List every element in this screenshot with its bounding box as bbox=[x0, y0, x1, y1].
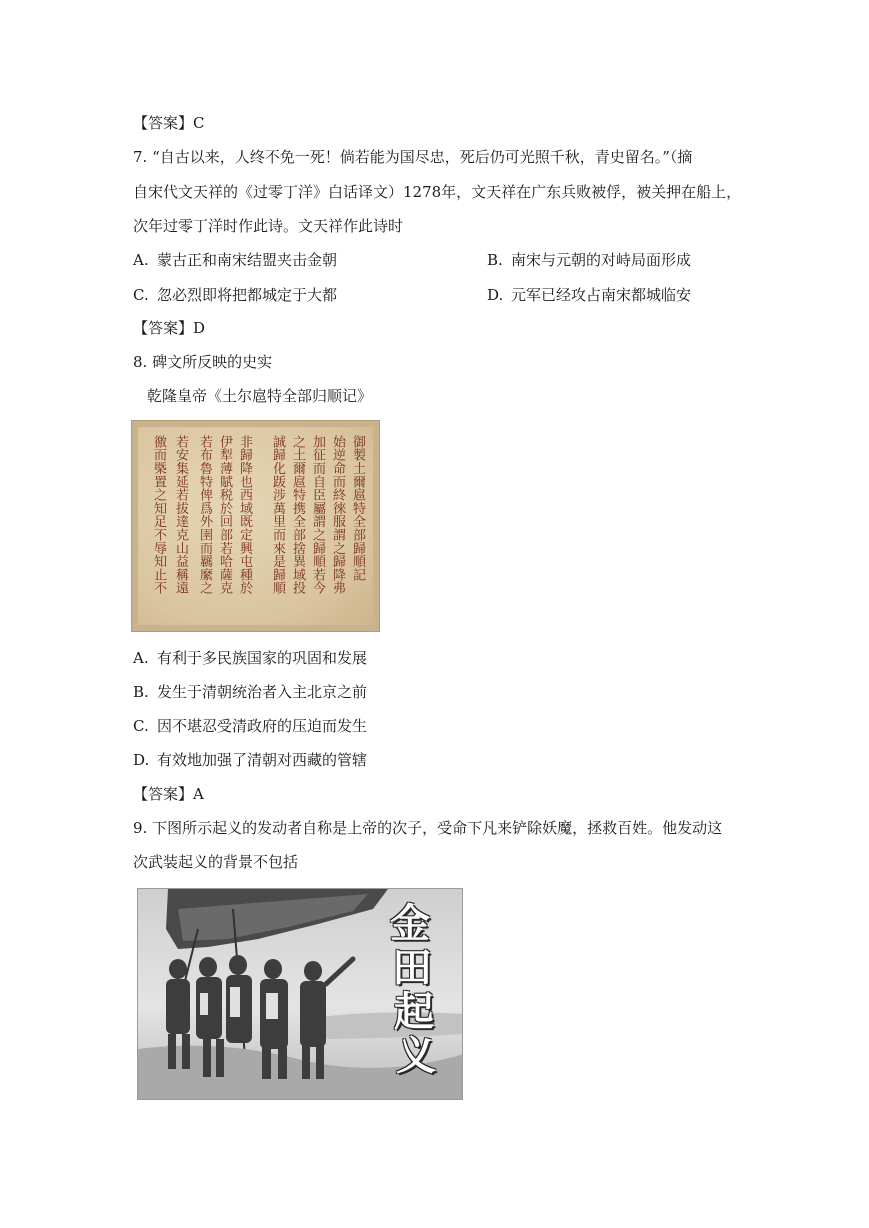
image-title-char: 金 bbox=[390, 900, 430, 947]
option-letter: D. bbox=[133, 751, 150, 769]
question-7-line-3: 次年过零丁洋时作此诗。文天祥作此诗时 bbox=[133, 217, 404, 235]
stele-rubbing-image bbox=[131, 420, 380, 632]
stele-caption: 乾隆皇帝《土尔扈特全部归顺记》 bbox=[147, 387, 373, 405]
option-b bbox=[133, 682, 367, 702]
image-title-char: 田 bbox=[392, 944, 432, 991]
stele-column: 徼而槩置之知足不辱知止不 bbox=[151, 435, 166, 595]
jintian-uprising-image bbox=[137, 888, 463, 1100]
option-text: 有利于多民族国家的巩固和发展 bbox=[157, 649, 368, 667]
stele-column: 之土爾扈特携全部捨異域投 bbox=[290, 435, 305, 595]
stele-column: 加征而自臣屬謂之歸順若今 bbox=[310, 435, 325, 595]
option-text: 元军已经攻占南宋都城临安 bbox=[511, 286, 692, 304]
stele-column: 非歸降也西域既定興屯種於 bbox=[237, 435, 252, 595]
question-9-line-2: 次武装起义的背景不包括 bbox=[133, 853, 299, 871]
option-letter: A. bbox=[133, 649, 149, 667]
stele-column: 若布魯特俾爲外圉而羈縻之 bbox=[197, 435, 212, 595]
option-c bbox=[133, 285, 337, 305]
stele-column: 誠歸化䟦涉萬里而來是歸順 bbox=[270, 435, 285, 595]
image-title-char: 义 bbox=[396, 1032, 436, 1079]
option-text: 南宋与元朝的对峙局面形成 bbox=[511, 251, 692, 269]
answer-q6: 【答案】C bbox=[133, 114, 205, 132]
option-a bbox=[133, 648, 367, 668]
option-a bbox=[133, 250, 337, 270]
question-7-line-2: 自宋代文天祥的《过零丁洋》白话译文）1278年，文天祥在广东兵败被俘，被关押在船上， bbox=[133, 183, 742, 201]
stele-column: 若安集延若拔達克山益稱遠 bbox=[173, 435, 188, 595]
stele-column: 伊犁薄賦税於回部若哈薩克 bbox=[217, 435, 232, 595]
option-letter: C. bbox=[133, 717, 149, 735]
image-title-char: 起 bbox=[394, 988, 434, 1035]
stele-column: 始逆命而終徠服謂之歸降弗 bbox=[330, 435, 345, 595]
option-text: 忽必烈即将把都城定于大都 bbox=[157, 286, 338, 304]
option-text: 发生于清朝统治者入主北京之前 bbox=[157, 683, 368, 701]
option-d bbox=[487, 285, 691, 305]
question-9-line-1: 9. 下图所示起义的发动者自称是上帝的次子，受命下凡来铲除妖魔，拯救百姓。他发动这 bbox=[133, 819, 723, 837]
river bbox=[308, 1012, 463, 1039]
option-letter: B. bbox=[487, 251, 503, 269]
option-text: 蒙古正和南宋结盟夹击金朝 bbox=[157, 251, 338, 269]
option-letter: D. bbox=[487, 286, 504, 304]
option-text: 有效地加强了清朝对西藏的管辖 bbox=[157, 751, 368, 769]
stele-column: 御製土爾扈特全部歸順記 bbox=[350, 435, 365, 582]
option-letter: C. bbox=[133, 286, 149, 304]
option-letter: B. bbox=[133, 683, 149, 701]
option-c bbox=[133, 716, 367, 736]
question-7-line-1: 7. “自古以来，人终不免一死！倘若能为国尽忠，死后仍可光照千秋，青史留名。”（摘 bbox=[133, 148, 693, 166]
option-letter: A. bbox=[133, 251, 149, 269]
answer-q8: 【答案】A bbox=[133, 785, 204, 803]
option-text: 因不堪忍受清政府的压迫而发生 bbox=[157, 717, 368, 735]
option-b bbox=[487, 250, 691, 270]
option-d bbox=[133, 750, 367, 770]
question-8-stem: 8. 碑文所反映的史实 bbox=[133, 353, 273, 371]
answer-q7: 【答案】D bbox=[133, 319, 206, 337]
raised-arm bbox=[326, 959, 353, 984]
